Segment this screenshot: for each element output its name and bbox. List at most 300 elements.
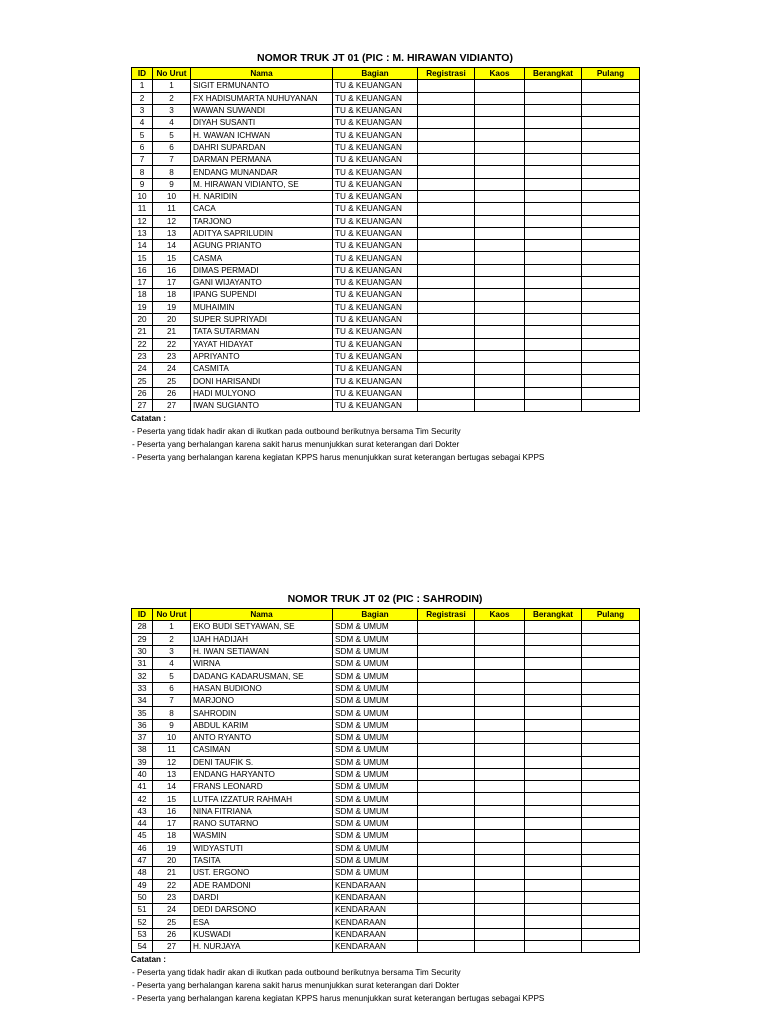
empty-checkbox-cell[interactable] [525,80,582,92]
empty-checkbox-cell[interactable] [418,719,475,731]
id-cell: 7 [132,154,153,166]
bagian-cell: KENDARAAN [333,879,418,891]
bagian-cell: SDM & UMUM [333,805,418,817]
empty-checkbox-cell[interactable] [475,104,525,116]
empty-checkbox-cell[interactable] [418,313,475,325]
bagian-cell: TU & KEUANGAN [333,203,418,215]
empty-checkbox-cell[interactable] [475,941,525,953]
table-row [132,658,640,670]
empty-checkbox-cell[interactable] [418,781,475,793]
empty-checkbox-cell[interactable] [525,941,582,953]
table-row [132,731,640,743]
empty-checkbox-cell[interactable] [525,313,582,325]
empty-checkbox-cell[interactable] [525,240,582,252]
empty-checkbox-cell[interactable] [525,891,582,903]
id-cell: 20 [132,313,153,325]
empty-checkbox-cell[interactable] [475,277,525,289]
empty-checkbox-cell[interactable] [582,768,640,780]
empty-checkbox-cell[interactable] [525,645,582,657]
table-row [132,916,640,928]
column-header: Nama [191,609,333,621]
empty-checkbox-cell[interactable] [525,682,582,694]
empty-checkbox-cell[interactable] [582,842,640,854]
bagian-cell: TU & KEUANGAN [333,252,418,264]
nama-cell: CACA [191,203,333,215]
nama-cell: HADI MULYONO [191,387,333,399]
empty-checkbox-cell[interactable] [475,805,525,817]
empty-checkbox-cell[interactable] [525,264,582,276]
empty-checkbox-cell[interactable] [475,301,525,313]
id-cell: 22 [132,338,153,350]
empty-checkbox-cell[interactable] [475,904,525,916]
empty-checkbox-cell[interactable] [418,363,475,375]
empty-checkbox-cell[interactable] [475,326,525,338]
empty-checkbox-cell[interactable] [525,104,582,116]
empty-checkbox-cell[interactable] [418,744,475,756]
empty-checkbox-cell[interactable] [418,658,475,670]
empty-checkbox-cell[interactable] [582,92,640,104]
table-row [132,707,640,719]
empty-checkbox-cell[interactable] [418,277,475,289]
empty-checkbox-cell[interactable] [525,117,582,129]
id-cell: 45 [132,830,153,842]
roster-table [131,608,640,953]
bagian-cell: TU & KEUANGAN [333,289,418,301]
empty-checkbox-cell[interactable] [582,387,640,399]
id-cell: 15 [132,252,153,264]
empty-checkbox-cell[interactable] [582,793,640,805]
empty-checkbox-cell[interactable] [582,621,640,633]
bagian-cell: SDM & UMUM [333,633,418,645]
table-row [132,928,640,940]
empty-checkbox-cell[interactable] [475,166,525,178]
empty-checkbox-cell[interactable] [418,215,475,227]
empty-checkbox-cell[interactable] [475,264,525,276]
empty-checkbox-cell[interactable] [525,400,582,412]
empty-checkbox-cell[interactable] [475,190,525,202]
empty-checkbox-cell[interactable] [525,916,582,928]
empty-checkbox-cell[interactable] [582,178,640,190]
empty-checkbox-cell[interactable] [582,891,640,903]
empty-checkbox-cell[interactable] [418,854,475,866]
empty-checkbox-cell[interactable] [475,203,525,215]
empty-checkbox-cell[interactable] [582,645,640,657]
empty-checkbox-cell[interactable] [475,338,525,350]
empty-checkbox-cell[interactable] [418,682,475,694]
empty-checkbox-cell[interactable] [475,695,525,707]
empty-checkbox-cell[interactable] [475,621,525,633]
empty-checkbox-cell[interactable] [582,658,640,670]
empty-checkbox-cell[interactable] [525,166,582,178]
empty-checkbox-cell[interactable] [525,842,582,854]
empty-checkbox-cell[interactable] [582,141,640,153]
empty-checkbox-cell[interactable] [418,264,475,276]
empty-checkbox-cell[interactable] [582,338,640,350]
empty-checkbox-cell[interactable] [582,326,640,338]
table-row [132,92,640,104]
empty-checkbox-cell[interactable] [418,400,475,412]
empty-checkbox-cell[interactable] [418,178,475,190]
bagian-cell: TU & KEUANGAN [333,375,418,387]
empty-checkbox-cell[interactable] [525,633,582,645]
column-header: Nama [191,68,333,80]
empty-checkbox-cell[interactable] [418,818,475,830]
id-cell: 12 [132,215,153,227]
empty-checkbox-cell[interactable] [418,227,475,239]
empty-checkbox-cell[interactable] [525,375,582,387]
empty-checkbox-cell[interactable] [418,830,475,842]
table-row [132,363,640,375]
empty-checkbox-cell[interactable] [525,621,582,633]
empty-checkbox-cell[interactable] [582,104,640,116]
empty-checkbox-cell[interactable] [418,92,475,104]
empty-checkbox-cell[interactable] [418,129,475,141]
empty-checkbox-cell[interactable] [418,941,475,953]
empty-checkbox-cell[interactable] [475,768,525,780]
no-urut-cell: 1 [153,621,191,633]
empty-checkbox-cell[interactable] [475,313,525,325]
id-cell: 5 [132,129,153,141]
empty-checkbox-cell[interactable] [525,793,582,805]
empty-checkbox-cell[interactable] [582,744,640,756]
header-row [132,68,640,80]
empty-checkbox-cell[interactable] [418,326,475,338]
empty-checkbox-cell[interactable] [582,941,640,953]
empty-checkbox-cell[interactable] [525,129,582,141]
nama-cell: ENDANG MUNANDAR [191,166,333,178]
empty-checkbox-cell[interactable] [582,879,640,891]
empty-checkbox-cell[interactable] [525,252,582,264]
notes-label: Catatan : [131,955,167,965]
empty-checkbox-cell[interactable] [418,867,475,879]
table-row [132,682,640,694]
empty-checkbox-cell[interactable] [582,400,640,412]
empty-checkbox-cell[interactable] [525,203,582,215]
bagian-cell: SDM & UMUM [333,707,418,719]
bagian-cell: TU & KEUANGAN [333,240,418,252]
empty-checkbox-cell[interactable] [475,916,525,928]
table-row [132,756,640,768]
empty-checkbox-cell[interactable] [418,695,475,707]
empty-checkbox-cell[interactable] [582,240,640,252]
bagian-cell: KENDARAAN [333,928,418,940]
empty-checkbox-cell[interactable] [582,129,640,141]
section-title: NOMOR TRUK JT 01 (PIC : M. HIRAWAN VIDIANTO) [257,52,513,64]
empty-checkbox-cell[interactable] [582,264,640,276]
empty-checkbox-cell[interactable] [582,289,640,301]
empty-checkbox-cell[interactable] [475,363,525,375]
empty-checkbox-cell[interactable] [418,240,475,252]
empty-checkbox-cell[interactable] [475,178,525,190]
empty-checkbox-cell[interactable] [418,928,475,940]
empty-checkbox-cell[interactable] [418,891,475,903]
empty-checkbox-cell[interactable] [475,240,525,252]
empty-checkbox-cell[interactable] [582,154,640,166]
empty-checkbox-cell[interactable] [525,141,582,153]
empty-checkbox-cell[interactable] [418,916,475,928]
empty-checkbox-cell[interactable] [418,141,475,153]
empty-checkbox-cell[interactable] [418,117,475,129]
table-row [132,129,640,141]
empty-checkbox-cell[interactable] [418,203,475,215]
empty-checkbox-cell[interactable] [582,80,640,92]
empty-checkbox-cell[interactable] [475,830,525,842]
empty-checkbox-cell[interactable] [418,633,475,645]
nama-cell: EKO BUDI SETYAWAN, SE [191,621,333,633]
empty-checkbox-cell[interactable] [475,252,525,264]
empty-checkbox-cell[interactable] [525,227,582,239]
bagian-cell: SDM & UMUM [333,731,418,743]
empty-checkbox-cell[interactable] [525,707,582,719]
empty-checkbox-cell[interactable] [418,338,475,350]
empty-checkbox-cell[interactable] [418,301,475,313]
empty-checkbox-cell[interactable] [475,670,525,682]
empty-checkbox-cell[interactable] [582,190,640,202]
empty-checkbox-cell[interactable] [418,842,475,854]
empty-checkbox-cell[interactable] [475,854,525,866]
empty-checkbox-cell[interactable] [475,842,525,854]
empty-checkbox-cell[interactable] [475,350,525,362]
empty-checkbox-cell[interactable] [525,338,582,350]
empty-checkbox-cell[interactable] [525,350,582,362]
empty-checkbox-cell[interactable] [418,645,475,657]
table-row [132,621,640,633]
empty-checkbox-cell[interactable] [418,793,475,805]
id-cell: 16 [132,264,153,276]
empty-checkbox-cell[interactable] [525,277,582,289]
empty-checkbox-cell[interactable] [475,793,525,805]
empty-checkbox-cell[interactable] [475,80,525,92]
empty-checkbox-cell[interactable] [582,756,640,768]
empty-checkbox-cell[interactable] [475,289,525,301]
empty-checkbox-cell[interactable] [475,633,525,645]
empty-checkbox-cell[interactable] [475,879,525,891]
empty-checkbox-cell[interactable] [582,818,640,830]
table-row [132,240,640,252]
empty-checkbox-cell[interactable] [418,731,475,743]
id-cell: 13 [132,227,153,239]
empty-checkbox-cell[interactable] [418,154,475,166]
empty-checkbox-cell[interactable] [582,203,640,215]
empty-checkbox-cell[interactable] [582,916,640,928]
empty-checkbox-cell[interactable] [525,731,582,743]
bagian-cell: SDM & UMUM [333,695,418,707]
empty-checkbox-cell[interactable] [418,768,475,780]
empty-checkbox-cell[interactable] [525,326,582,338]
id-cell: 54 [132,941,153,953]
table-row [132,805,640,817]
empty-checkbox-cell[interactable] [525,719,582,731]
id-cell: 33 [132,682,153,694]
empty-checkbox-cell[interactable] [582,670,640,682]
empty-checkbox-cell[interactable] [475,400,525,412]
empty-checkbox-cell[interactable] [475,129,525,141]
empty-checkbox-cell[interactable] [475,928,525,940]
section-title: NOMOR TRUK JT 02 (PIC : SAHRODIN) [287,593,483,605]
column-header: No Urut [153,609,191,621]
empty-checkbox-cell[interactable] [475,818,525,830]
empty-checkbox-cell[interactable] [418,104,475,116]
empty-checkbox-cell[interactable] [525,879,582,891]
empty-checkbox-cell[interactable] [525,756,582,768]
empty-checkbox-cell[interactable] [582,375,640,387]
nama-cell: MARJONO [191,695,333,707]
table-row [132,891,640,903]
empty-checkbox-cell[interactable] [525,658,582,670]
empty-checkbox-cell[interactable] [475,682,525,694]
empty-checkbox-cell[interactable] [582,781,640,793]
empty-checkbox-cell[interactable] [418,252,475,264]
empty-checkbox-cell[interactable] [582,682,640,694]
no-urut-cell: 7 [153,154,191,166]
nama-cell: CASIMAN [191,744,333,756]
empty-checkbox-cell[interactable] [475,645,525,657]
empty-checkbox-cell[interactable] [418,289,475,301]
empty-checkbox-cell[interactable] [582,719,640,731]
empty-checkbox-cell[interactable] [418,707,475,719]
empty-checkbox-cell[interactable] [582,731,640,743]
empty-checkbox-cell[interactable] [582,350,640,362]
empty-checkbox-cell[interactable] [525,215,582,227]
empty-checkbox-cell[interactable] [525,178,582,190]
empty-checkbox-cell[interactable] [525,154,582,166]
empty-checkbox-cell[interactable] [525,854,582,866]
empty-checkbox-cell[interactable] [525,190,582,202]
empty-checkbox-cell[interactable] [582,633,640,645]
empty-checkbox-cell[interactable] [525,830,582,842]
empty-checkbox-cell[interactable] [418,670,475,682]
empty-checkbox-cell[interactable] [475,215,525,227]
empty-checkbox-cell[interactable] [525,904,582,916]
empty-checkbox-cell[interactable] [475,92,525,104]
empty-checkbox-cell[interactable] [525,670,582,682]
empty-checkbox-cell[interactable] [418,190,475,202]
empty-checkbox-cell[interactable] [525,387,582,399]
empty-checkbox-cell[interactable] [418,879,475,891]
empty-checkbox-cell[interactable] [418,375,475,387]
note-line: - Peserta yang berhalangan karena sakit harus menunjukkan surat keterangan dari Dokter [132,439,460,449]
empty-checkbox-cell[interactable] [418,756,475,768]
empty-checkbox-cell[interactable] [525,301,582,313]
bagian-cell: TU & KEUANGAN [333,313,418,325]
empty-checkbox-cell[interactable] [525,363,582,375]
no-urut-cell: 9 [153,719,191,731]
empty-checkbox-cell[interactable] [582,215,640,227]
empty-checkbox-cell[interactable] [475,375,525,387]
empty-checkbox-cell[interactable] [582,904,640,916]
empty-checkbox-cell[interactable] [582,301,640,313]
empty-checkbox-cell[interactable] [582,695,640,707]
bagian-cell: SDM & UMUM [333,781,418,793]
empty-checkbox-cell[interactable] [418,387,475,399]
empty-checkbox-cell[interactable] [582,830,640,842]
nama-cell: TARJONO [191,215,333,227]
empty-checkbox-cell[interactable] [418,904,475,916]
no-urut-cell: 10 [153,731,191,743]
table-row [132,768,640,780]
column-header: No Urut [153,68,191,80]
empty-checkbox-cell[interactable] [475,658,525,670]
empty-checkbox-cell[interactable] [582,313,640,325]
empty-checkbox-cell[interactable] [582,227,640,239]
empty-checkbox-cell[interactable] [475,387,525,399]
empty-checkbox-cell[interactable] [475,744,525,756]
empty-checkbox-cell[interactable] [418,80,475,92]
empty-checkbox-cell[interactable] [582,277,640,289]
empty-checkbox-cell[interactable] [582,166,640,178]
nama-cell: ENDANG HARYANTO [191,768,333,780]
id-cell: 9 [132,178,153,190]
empty-checkbox-cell[interactable] [418,621,475,633]
empty-checkbox-cell[interactable] [525,867,582,879]
empty-checkbox-cell[interactable] [582,707,640,719]
id-cell: 37 [132,731,153,743]
table-row [132,264,640,276]
empty-checkbox-cell[interactable] [582,117,640,129]
bagian-cell: SDM & UMUM [333,842,418,854]
bagian-cell: TU & KEUANGAN [333,400,418,412]
empty-checkbox-cell[interactable] [525,744,582,756]
empty-checkbox-cell[interactable] [582,854,640,866]
header-row [132,609,640,621]
empty-checkbox-cell[interactable] [475,227,525,239]
empty-checkbox-cell[interactable] [475,117,525,129]
empty-checkbox-cell[interactable] [525,695,582,707]
empty-checkbox-cell[interactable] [475,154,525,166]
empty-checkbox-cell[interactable] [582,805,640,817]
empty-checkbox-cell[interactable] [582,363,640,375]
bagian-cell: SDM & UMUM [333,867,418,879]
empty-checkbox-cell[interactable] [475,891,525,903]
empty-checkbox-cell[interactable] [475,141,525,153]
empty-checkbox-cell[interactable] [582,867,640,879]
empty-checkbox-cell[interactable] [418,166,475,178]
bagian-cell: TU & KEUANGAN [333,264,418,276]
table-row [132,830,640,842]
empty-checkbox-cell[interactable] [525,92,582,104]
empty-checkbox-cell[interactable] [475,719,525,731]
no-urut-cell: 5 [153,670,191,682]
empty-checkbox-cell[interactable] [525,805,582,817]
bagian-cell: TU & KEUANGAN [333,117,418,129]
empty-checkbox-cell[interactable] [418,805,475,817]
empty-checkbox-cell[interactable] [475,707,525,719]
empty-checkbox-cell[interactable] [525,768,582,780]
no-urut-cell: 23 [153,350,191,362]
bagian-cell: SDM & UMUM [333,830,418,842]
empty-checkbox-cell[interactable] [475,731,525,743]
nama-cell: KUSWADI [191,928,333,940]
empty-checkbox-cell[interactable] [475,756,525,768]
empty-checkbox-cell[interactable] [525,928,582,940]
empty-checkbox-cell[interactable] [475,867,525,879]
table-row [132,719,640,731]
table-row [132,375,640,387]
empty-checkbox-cell[interactable] [525,289,582,301]
empty-checkbox-cell[interactable] [525,818,582,830]
empty-checkbox-cell[interactable] [475,781,525,793]
id-cell: 46 [132,842,153,854]
empty-checkbox-cell[interactable] [418,350,475,362]
empty-checkbox-cell[interactable] [582,928,640,940]
empty-checkbox-cell[interactable] [525,781,582,793]
empty-checkbox-cell[interactable] [582,252,640,264]
id-cell: 8 [132,166,153,178]
table-row [132,400,640,412]
column-header: Pulang [582,609,640,621]
table-row [132,744,640,756]
table-row [132,842,640,854]
